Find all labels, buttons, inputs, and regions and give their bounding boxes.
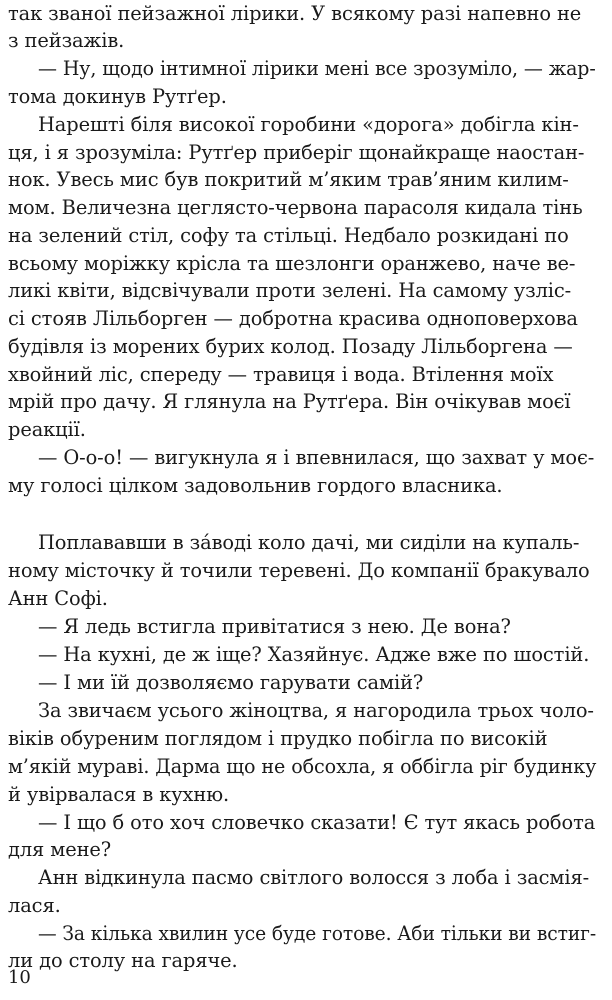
text-line: — О-о-о! — вигукнула я і впевнилася, що захват у моє-: [38, 446, 595, 469]
text-line: ному місточку й точили теревені. До компанії бракувало: [8, 559, 590, 582]
text-line: мом. Величезна цеглясто-червона парасоля кидала тінь: [8, 196, 583, 219]
text-line: для мене?: [8, 838, 112, 861]
text-line: реакції.: [8, 418, 86, 441]
text-line: — Я ледь встигла привітатися з нею. Де вона?: [38, 615, 511, 638]
page-number: 10: [8, 967, 31, 988]
text-line: За звичаєм усього жіноцтва, я нагородила трьох чоло-: [38, 699, 594, 722]
text-line: з пейзажів.: [8, 29, 125, 52]
text-line: лася.: [8, 894, 61, 917]
text-line: — На кухні, де ж іще? Хазяйнує. Адже вже по шостій.: [38, 643, 590, 666]
text-line: віків обуреним поглядом і прудко побігла по високій: [8, 727, 548, 750]
text-line: на зелений стіл, софу та стільці. Недбало розкидані по: [8, 224, 569, 247]
text-line: хвойний ліс, спереду — травиця і вода. Втілення моїх: [8, 363, 554, 386]
text-line: Анн відкинула пасмо світлого волосся з лоба і засмія-: [38, 866, 590, 889]
text-line: будівля із морених бурих колод. Позаду Лільборгена —: [8, 335, 573, 358]
text-line: Нарешті біля високої горобини «дорога» добігла кін-: [38, 113, 579, 136]
text-line: ця, і я зрозуміла: Рутґер приберіг щонайкраще наостан-: [8, 141, 585, 164]
text-line: всьому моріжку крісла та шезлонги оранжево, наче ве-: [8, 252, 576, 275]
text-line: ликі квіти, відсвічували проти зелені. На самому узліс-: [8, 279, 572, 302]
text-line: Поплававши в за́воді коло дачі, ми сиділи на купаль-: [38, 531, 580, 554]
text-line: му голосі цілком задовольнив гордого власника.: [8, 474, 503, 497]
text-line: тома докинув Рутґер.: [8, 85, 227, 108]
text-line: нок. Увесь мис був покритий м’яким трав’яним килим-: [8, 168, 569, 191]
text-line: й увірвалася в кухню.: [8, 783, 230, 806]
text-line: мрій про дачу. Я глянула на Рутґера. Він очікував моєї: [8, 390, 571, 413]
text-line: м’якій мураві. Дарма що не обсохла, я оббігла ріг будинку: [8, 755, 597, 778]
text-line: сі стояв Лільборген — добротна красива одноповерхова: [8, 307, 578, 330]
text-line: ли до столу на гаряче.: [8, 949, 238, 972]
text-line: — Ну, щодо інтимної лірики мені все зрозуміло, — жар-: [38, 57, 596, 80]
text-line: Анн Софі.: [8, 587, 108, 610]
text-line: — За кілька хвилин усе буде готове. Аби тільки ви встиг-: [38, 922, 597, 945]
text-line: — І ми їй дозволяємо гарувати самій?: [38, 671, 424, 694]
text-line: так званої пейзажної лірики. У всякому разі напевно не: [8, 2, 582, 25]
text-line: — І що б ото хоч словечко сказати! Є тут якась робота: [38, 811, 596, 834]
